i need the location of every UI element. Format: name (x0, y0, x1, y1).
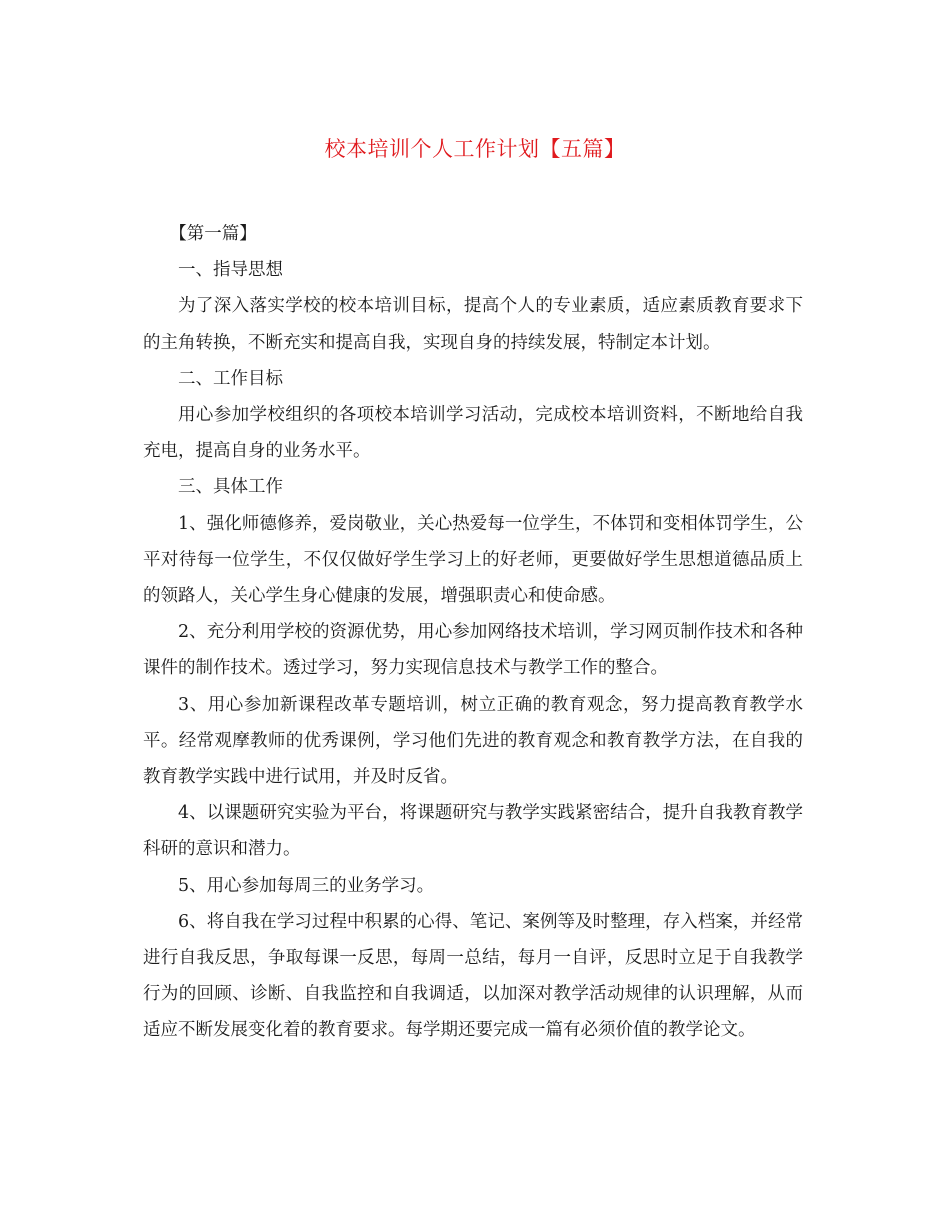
section-heading-guiding-thought: 一、指导思想 (178, 260, 283, 281)
list-item: 2、充分利用学校的资源优势，用心参加网络技术培训，学习网页制作技术和各种课件的制作技术。透过学习，努力实现信息技术与教学工作的整合。 (143, 622, 803, 679)
list-item: 5、用心参加每周三的业务学习。 (178, 875, 435, 896)
document-body (143, 216, 803, 1049)
list-item: 4、以课题研究实验为平台，将课题研究与教学实践紧密结合，提升自我教育教学科研的意识和潜力。 (143, 803, 803, 860)
section-heading-work-goals: 二、工作目标 (178, 368, 283, 389)
part-label: 【第一篇】 (169, 224, 257, 244)
paragraph: 用心参加学校组织的各项校本培训学习活动，完成校本培训资料，不断地给自我充电，提高自身的业务水平。 (143, 405, 803, 462)
paragraph: 为了深入落实学校的校本培训目标，提高个人的专业素质，适应素质教育要求下的主角转换，不断充实和提高自我，实现自身的持续发展，特制定本计划。 (143, 296, 803, 353)
list-item: 1、强化师德修养，爱岗敬业，关心热爱每一位学生，不体罚和变相体罚学生，公平对待每一位学生，不仅仅做好学生学习上的好老师，更要做好学生思想道德品质上的领路人，关心学生身心健康的发展，增强职责心和使命感。 (143, 513, 803, 607)
section-heading-specific-work: 三、具体工作 (178, 477, 283, 498)
document-title: 校本培训个人工作计划【五篇】 (324, 137, 626, 161)
list-item: 6、将自我在学习过程中积累的心得、笔记、案例等及时整理，存入档案，并经常进行自我反思，争取每课一反思，每周一总结，每月一自评，反思时立足于自我教学行为的回顾、诊断、自我监控和自我调适，以加深对教学活动规律的认识理解，从而适应不断发展变化着的教育要求。每学期还要完成一篇有必须价值的教学论文。 (143, 911, 803, 1041)
list-item: 3、用心参加新课程改革专题培训，树立正确的教育观念，努力提高教育教学水平。经常观摩教师的优秀课例，学习他们先进的教育观念和教育教学方法，在自我的教育教学实践中进行试用，并及时反省。 (143, 694, 803, 788)
